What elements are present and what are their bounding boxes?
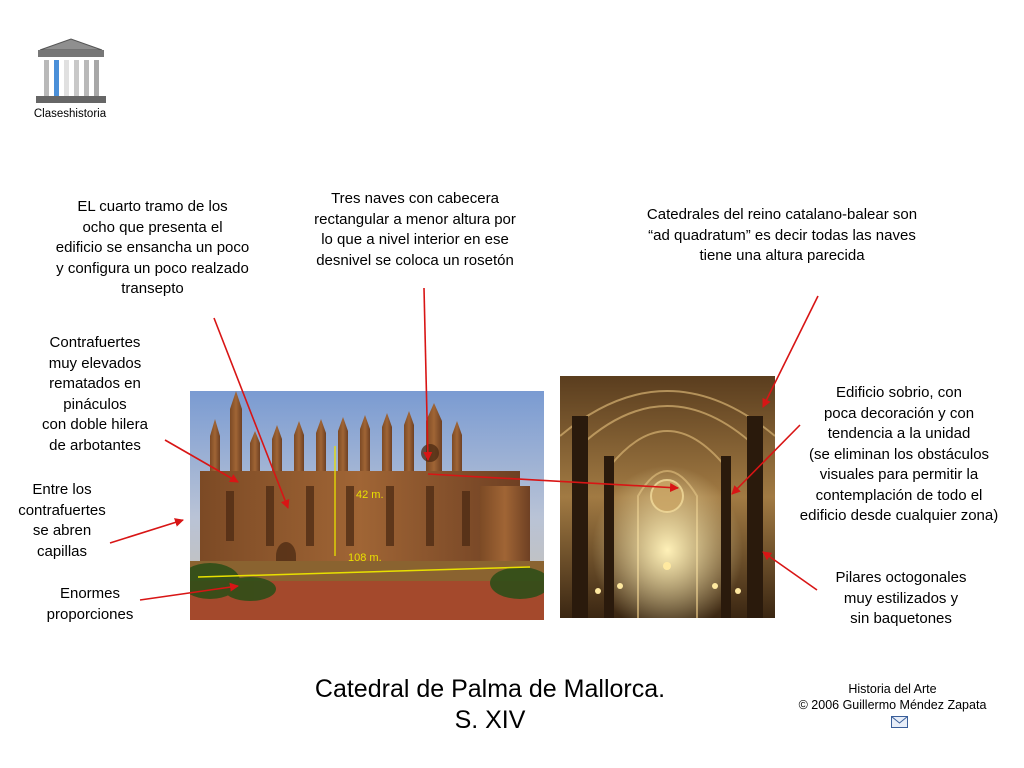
arrow-capillas xyxy=(110,520,183,543)
arrow-naves xyxy=(424,288,428,460)
arrow-proporciones xyxy=(140,586,238,600)
arrow-pilares xyxy=(763,552,817,590)
note-transept: EL cuarto tramo de los ocho que presenta el edificio se ensancha un poco y configura un poco realzado transepto xyxy=(55,198,250,297)
arrow-transept xyxy=(214,318,288,508)
note-capillas: Entre los contrafuertes se abren capillas xyxy=(18,481,106,560)
mail-icon[interactable] xyxy=(891,715,908,727)
height-label: 42 m. xyxy=(356,489,384,501)
note-contrafuertes: Contrafuertes muy elevados rematados en pináculos con doble hilera de arbotantes xyxy=(42,334,148,454)
length-label: 108 m. xyxy=(348,552,382,564)
arrow-contrafuertes xyxy=(165,440,238,482)
note-proporciones: Enormes proporciones xyxy=(46,585,134,623)
arrow-sobrio xyxy=(732,425,800,494)
note-pilares: Pilares octogonales muy estilizados y sin baquetones xyxy=(835,569,967,627)
credit: Historia del Arte © 2006 Guillermo Méndez Zapata xyxy=(798,682,987,712)
note-naves: Tres naves con cabecera rectangular a menor altura por lo que a nivel interior en ese desnivel se coloca un rosetón xyxy=(314,190,516,269)
logo-label: Claseshistoria xyxy=(33,108,107,120)
slide-title: Catedral de Palma de Mallorca. S. XIV xyxy=(314,675,666,734)
arrow-quadratum xyxy=(763,296,818,407)
note-quadratum: Catedrales del reino catalano-balear son “ad quadratum” es decir todas las naves tiene una altura parecida xyxy=(646,206,918,264)
arrow-rosette xyxy=(428,474,678,488)
note-sobrio: Edificio sobrio, con poca decoración y con tendencia a la unidad (se eliminan los obstáculos visuales para permitir la contemplación de todo el edificio desde cualquier zona) xyxy=(799,384,999,524)
